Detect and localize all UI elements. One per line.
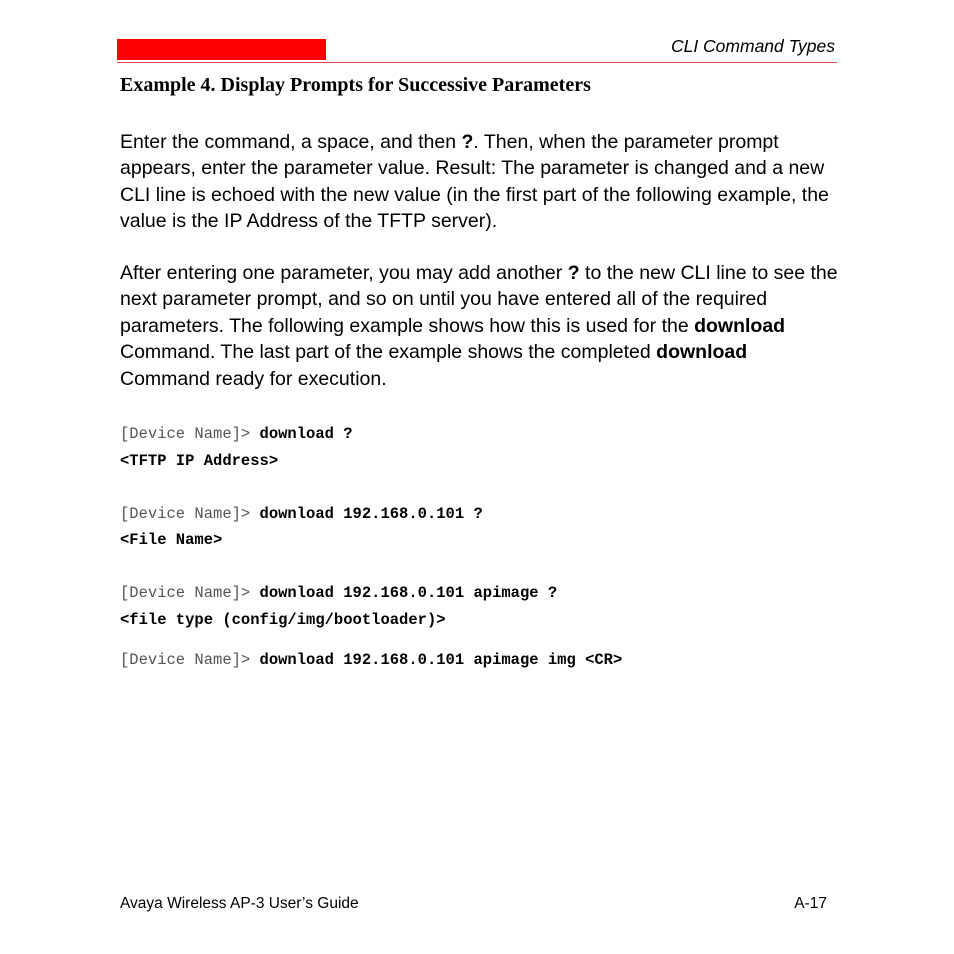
cli-command: download ? [259, 425, 353, 443]
cli-prompt: [Device Name]> [120, 425, 260, 443]
cli-prompt: [Device Name]> [120, 584, 260, 602]
paragraph-2-text-b: to the new CLI line to see the next parameter prompt, and so on until you have entered all of the required parameters. The following example shows how this is used for the [120, 262, 838, 337]
footer-guide-title: Avaya Wireless AP-3 User’s Guide [120, 895, 359, 912]
paragraph-2-text-a: After entering one parameter, you may add another [120, 262, 568, 284]
paragraph-1-text-a: Enter the command, a space, and then [120, 131, 462, 153]
paragraph-1-text-b: . Then, when the parameter prompt appears, enter the parameter value. Result: The parameter is changed and a new CLI line is echoed with the new value (in the first part of the following example, the value is the IP Address of the TFTP server). [120, 131, 829, 233]
header-accent-bar [117, 39, 326, 60]
code-line-3 [120, 583, 557, 603]
paragraph-2-text-d: Command ready for execution. [120, 367, 387, 390]
cli-prompt: [Device Name]> [120, 505, 260, 523]
cli-command: download 192.168.0.101 apimage ? [259, 584, 558, 602]
cli-command: download 192.168.0.101 ? [259, 505, 483, 523]
cli-command: download 192.168.0.101 apimage img <CR> [259, 651, 623, 669]
paragraph-2-bold-download-1: download [694, 314, 786, 337]
paragraph-1-bold-question: ? [461, 131, 474, 153]
header-title: CLI Command Types [670, 36, 835, 56]
cli-response-2: <File Name> [120, 531, 223, 549]
section-heading: Example 4. Display Prompts for Successive Parameters [120, 74, 591, 96]
cli-prompt: [Device Name]> [120, 651, 260, 669]
cli-response-1: <TFTP IP Address> [120, 452, 279, 470]
code-line-1 [120, 424, 353, 444]
header-rule [117, 62, 837, 63]
code-line-4 [120, 650, 622, 670]
paragraph-2-bold-question: ? [567, 262, 580, 284]
code-line-2 [120, 504, 483, 524]
paragraph-1 [120, 129, 840, 235]
footer-page-number: A-17 [794, 895, 827, 912]
paragraph-2 [120, 260, 840, 392]
paragraph-2-bold-download-2: download [656, 341, 748, 364]
paragraph-2-text-c: Command. The last part of the example shows the completed [120, 341, 657, 364]
cli-response-3: <file type (config/img/bootloader)> [120, 611, 446, 629]
